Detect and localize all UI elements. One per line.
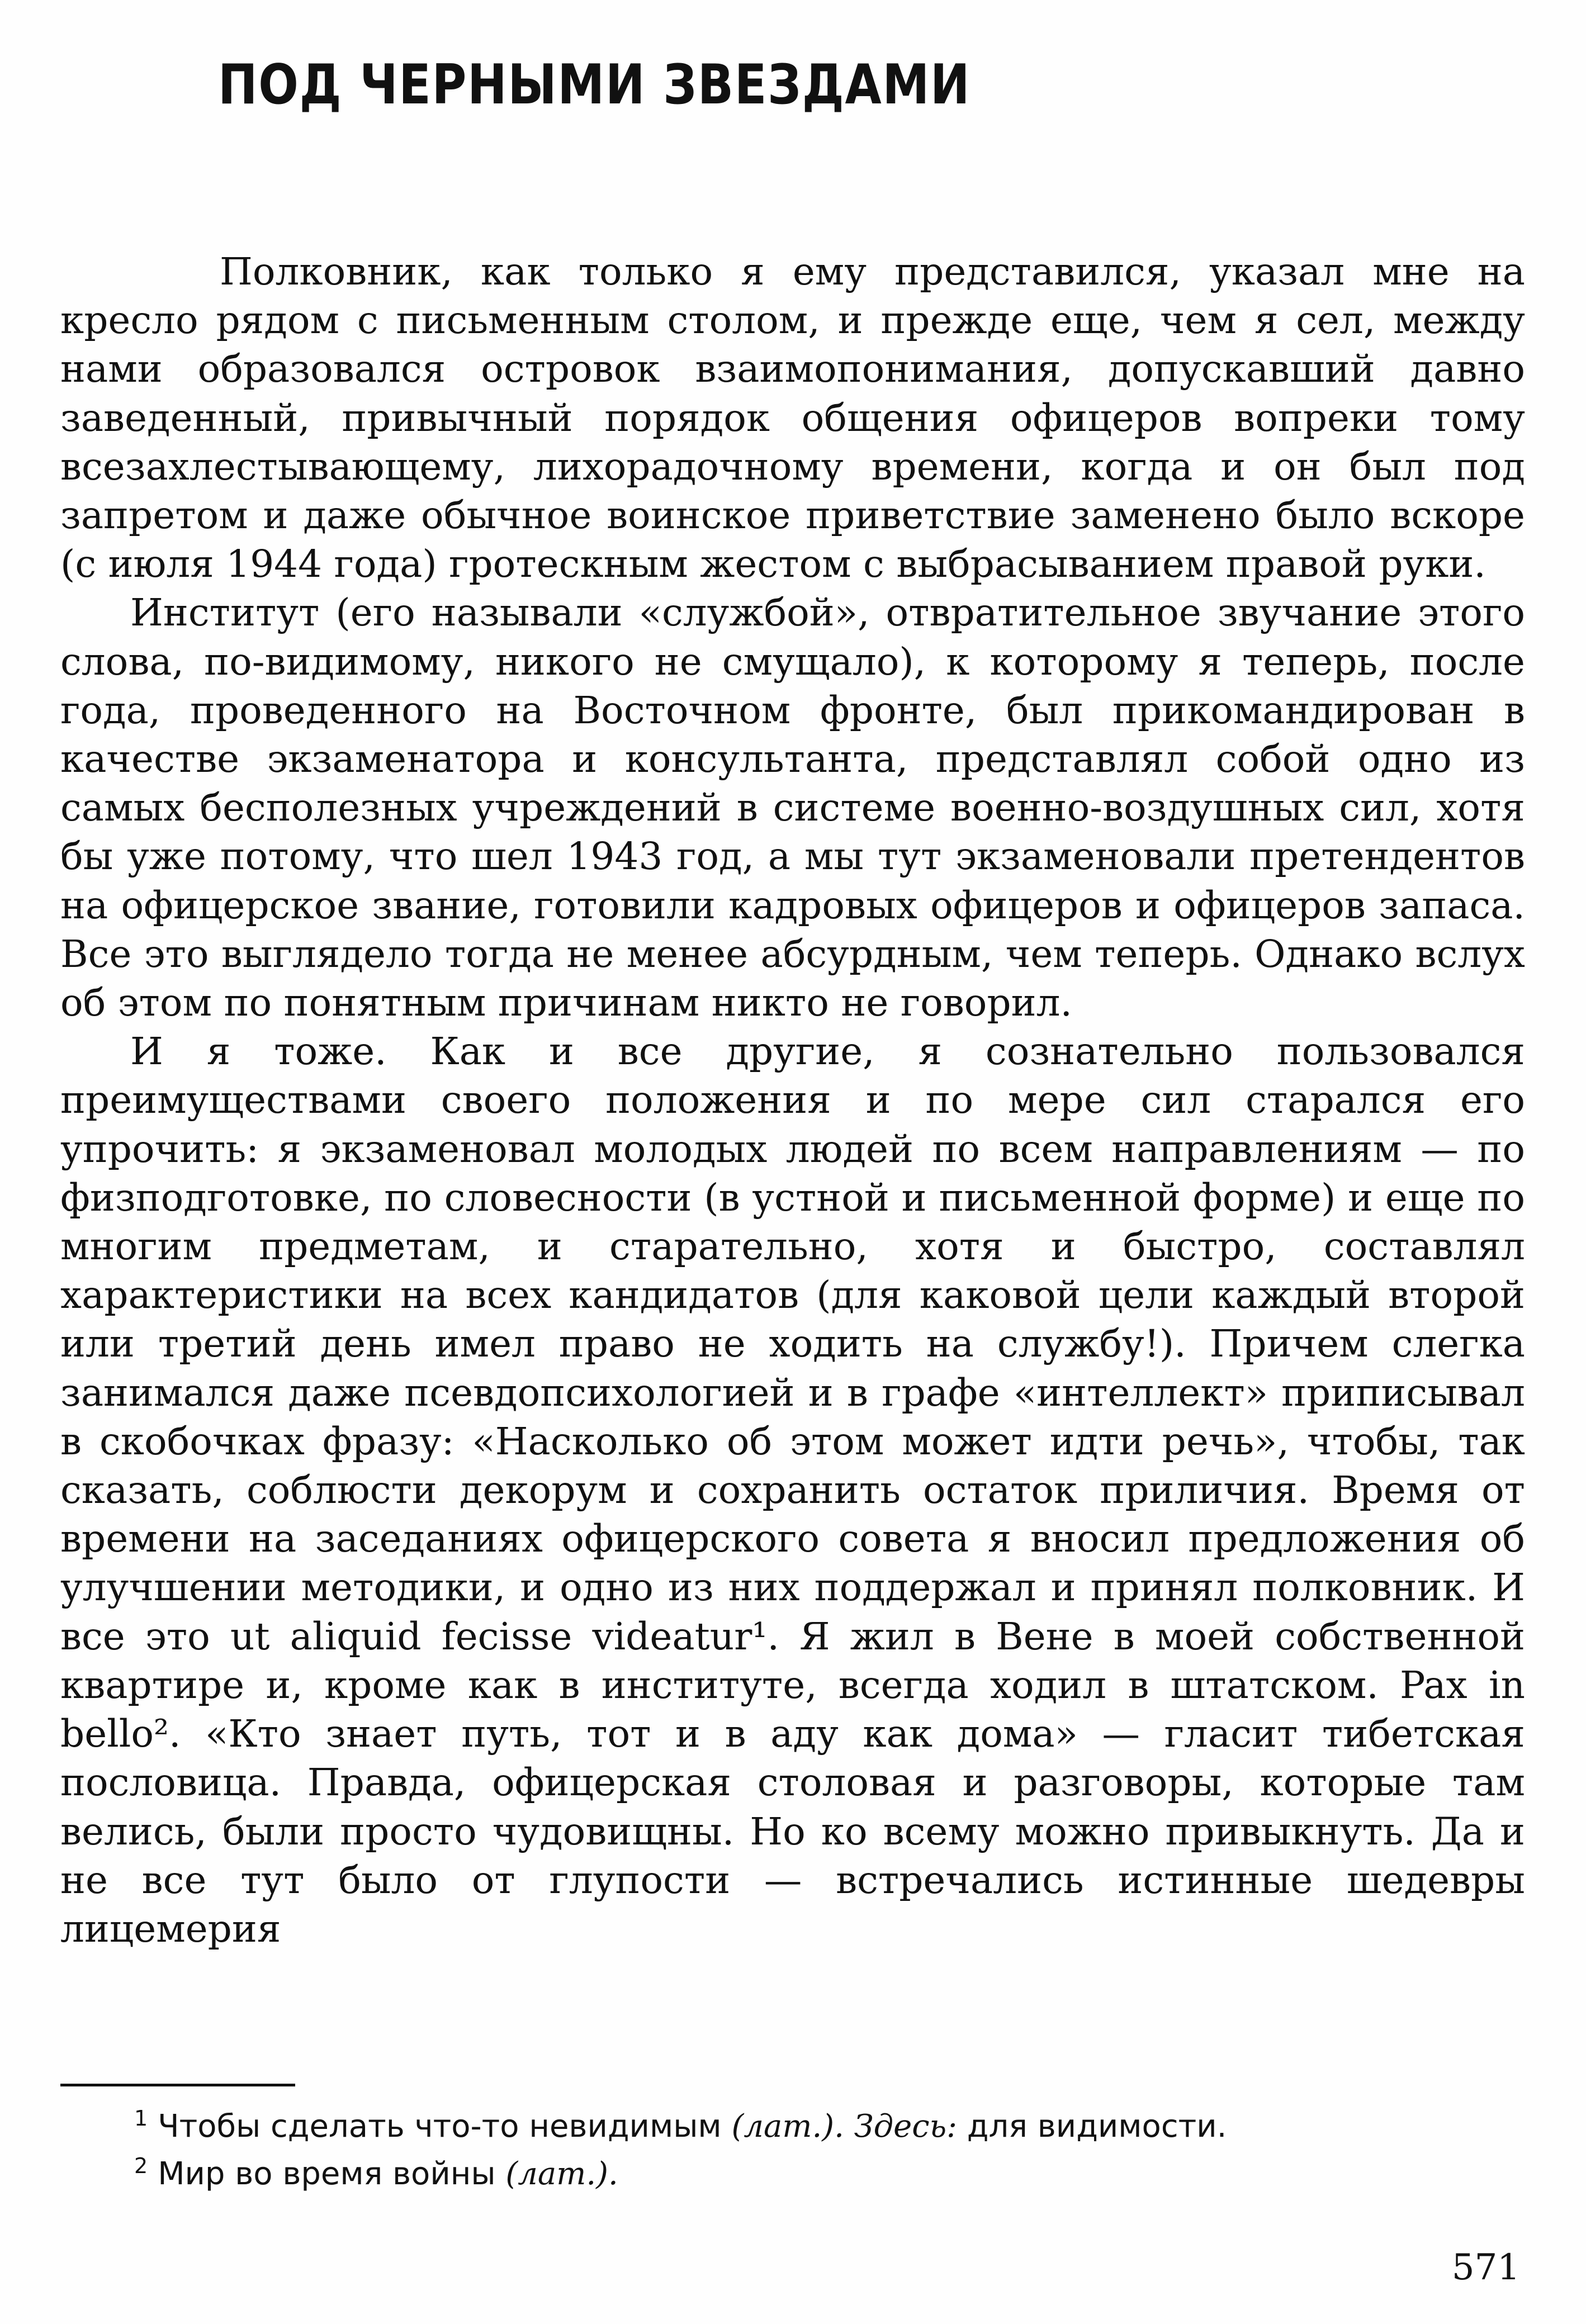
footnote-2-text: Мир во время войны [158,2156,496,2192]
footnote-divider [60,2084,295,2086]
footnote-1-here: Здесь: [854,2108,957,2145]
paragraph-2: Институт (его называли «службой», отвратительное звучание этого слова, по-видимому, никого не смущало), к которому я теперь, после года, проведенного на Восточном фронте, был прикомандирован в качестве экзаменатора и консультанта, представлял собой одно из самых бесполезных учреждений в системе военно-воздушных сил, хотя бы уже потому, что шел 1943 год, а мы тут экзаменовали претендентов на офицерское звание, готовили кадровых офицеров и офицеров запаса. Все это выглядело тогда не менее абсурдным, чем теперь. Однако вслух об этом по понятным причинам никто не говорил. [60,590,1525,1025]
footnote-1 [134,2099,1227,2146]
page-number: 571 [1451,2247,1520,2288]
footnote-1-rest: для видимости. [967,2108,1227,2145]
footnote-1-text: Чтобы сделать что-то невидимым [158,2108,722,2145]
paragraph-3: И я тоже. Как и все другие, я сознательно пользовался преимуществами своего положения и по мере сил старался его упрочить: я экзаменовал молодых людей по всем направлениям — по физподготовке, по словесности (в устной и письменной форме) и еще по многим предметам, и старательно, хотя и быстро, составлял характеристики на всех кандидатов (для каковой цели каждый второй или третий день имел право не ходить на службу!). Причем слегка занимался даже псевдопсихологией и в графе «интеллект» приписывал в скобочках фразу: «Насколько об этом может идти речь», чтобы, так сказать, соблюсти декорум и сохранить остаток приличия. Время от времени на заседаниях офицерского совета я вносил предложения об улучшении методики, и одно из них поддержал и принял полковник. И все это ut aliquid fecisse videatur¹. Я жил в Вене в моей собственной квартире и, кроме как в институте, всегда ходил в штатском. Pax in bello². «Кто знает путь, тот и в аду как дома» — гласит тибетская пословица. Правда, офицерская столовая и разговоры, которые там велись, были просто чудовищны. Но ко всему можно привыкнуть. Да и не все тут было от глупости — встречались истинные шедевры лицемерия [60,1029,1525,1951]
footnote-2 [134,2146,1227,2194]
chapter-title: ПОД ЧЕРНЫМИ ЗВЕЗДАМИ [218,53,971,117]
footnote-1-language: (лат.). [731,2108,844,2145]
footnote-2-mark: 2 [134,2154,148,2178]
footnote-1-mark: 1 [134,2106,148,2131]
paragraph-1: Полковник, как только я ему представился, указал мне на кресло рядом с письменным столом, и прежде еще, чем я сел, между нами образовался островок взаимопонимания, допускавший давно заведенный, привычный порядок общения офицеров вопреки тому всезахлестывающему, лихорадочному времени, когда и он был под запретом и даже обычное воинское приветствие заменено было вскоре (с июля 1944 года) гротескным жестом с выбрасыванием правой руки. [60,249,1525,586]
footnotes [134,2099,1227,2194]
footnote-2-language: (лат.). [505,2156,618,2192]
main-text [60,247,1525,1953]
